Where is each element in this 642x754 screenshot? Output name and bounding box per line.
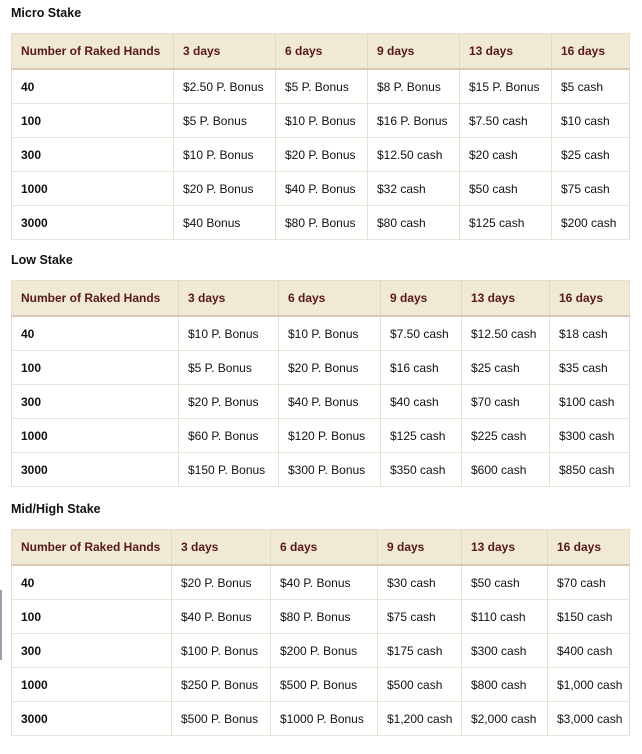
- table-cell: $600 cash: [462, 453, 550, 487]
- section-title-micro-stake: Micro Stake: [11, 6, 82, 20]
- table-row: [12, 702, 630, 736]
- table-cell: $50 cash: [460, 172, 552, 206]
- table-cell: $75 cash: [378, 600, 462, 634]
- table-cell: $40 cash: [381, 385, 462, 419]
- table-cell: $150 cash: [548, 600, 630, 634]
- mid-high-stake-table: [11, 529, 630, 736]
- table-cell: $300 cash: [550, 419, 630, 453]
- table-cell: 300: [12, 634, 172, 668]
- table-row: [12, 565, 630, 600]
- table-cell: $12.50 cash: [462, 316, 550, 351]
- table-cell: $100 cash: [550, 385, 630, 419]
- table-cell: $110 cash: [462, 600, 548, 634]
- table-cell: $16 P. Bonus: [368, 104, 460, 138]
- column-header: Number of Raked Hands: [12, 530, 172, 566]
- table-cell: $10 P. Bonus: [279, 316, 381, 351]
- table-cell: $5 P. Bonus: [174, 104, 276, 138]
- table-cell: $2.50 P. Bonus: [174, 69, 276, 104]
- table-cell: 40: [12, 316, 179, 351]
- column-header: 3 days: [174, 34, 276, 70]
- table-cell: $70 cash: [462, 385, 550, 419]
- table-row: [12, 453, 630, 487]
- table-row: [12, 138, 630, 172]
- table-cell: $20 P. Bonus: [172, 565, 271, 600]
- column-header: 13 days: [462, 281, 550, 317]
- table-row: [12, 351, 630, 385]
- table-cell: $20 P. Bonus: [179, 385, 279, 419]
- table-cell: $3,000 cash: [548, 702, 630, 736]
- table-cell: $120 P. Bonus: [279, 419, 381, 453]
- micro-stake-table: [11, 33, 630, 240]
- table-cell: $1,000 cash: [548, 668, 630, 702]
- table-cell: $350 cash: [381, 453, 462, 487]
- table-cell: 3000: [12, 702, 172, 736]
- table-cell: $40 P. Bonus: [279, 385, 381, 419]
- table-cell: 1000: [12, 668, 172, 702]
- table-cell: $1,200 cash: [378, 702, 462, 736]
- table-cell: 40: [12, 69, 174, 104]
- table-cell: $200 cash: [552, 206, 630, 240]
- table-cell: $125 cash: [460, 206, 552, 240]
- column-header: 9 days: [381, 281, 462, 317]
- table-cell: $7.50 cash: [381, 316, 462, 351]
- table-cell: $40 P. Bonus: [172, 600, 271, 634]
- table-cell: $80 P. Bonus: [271, 600, 378, 634]
- table-cell: $25 cash: [552, 138, 630, 172]
- table-cell: 3000: [12, 206, 174, 240]
- column-header: 6 days: [279, 281, 381, 317]
- table-header-row: [12, 34, 630, 70]
- table-cell: $20 P. Bonus: [174, 172, 276, 206]
- column-header: 6 days: [271, 530, 378, 566]
- table-cell: $25 cash: [462, 351, 550, 385]
- table-cell: $60 P. Bonus: [179, 419, 279, 453]
- table-cell: $40 P. Bonus: [271, 565, 378, 600]
- table-cell: $15 P. Bonus: [460, 69, 552, 104]
- table-row: [12, 419, 630, 453]
- section-title-mid-high-stake: Mid/High Stake: [11, 502, 101, 516]
- table-cell: $5 P. Bonus: [179, 351, 279, 385]
- column-header: 3 days: [172, 530, 271, 566]
- table-cell: $125 cash: [381, 419, 462, 453]
- table-cell: $850 cash: [550, 453, 630, 487]
- table-cell: $10 P. Bonus: [179, 316, 279, 351]
- table-row: [12, 600, 630, 634]
- table-header-row: [12, 281, 630, 317]
- table-cell: $1000 P. Bonus: [271, 702, 378, 736]
- table-row: [12, 385, 630, 419]
- table-cell: $80 cash: [368, 206, 460, 240]
- table-cell: 100: [12, 104, 174, 138]
- table-cell: $300 cash: [462, 634, 548, 668]
- table-cell: $10 P. Bonus: [276, 104, 368, 138]
- table-row: [12, 634, 630, 668]
- table-row: [12, 104, 630, 138]
- column-header: 16 days: [552, 34, 630, 70]
- table-cell: $500 P. Bonus: [271, 668, 378, 702]
- column-header: 6 days: [276, 34, 368, 70]
- table-cell: $200 P. Bonus: [271, 634, 378, 668]
- table-cell: $20 cash: [460, 138, 552, 172]
- low-stake-table: [11, 280, 630, 487]
- column-header: 13 days: [462, 530, 548, 566]
- table-cell: $70 cash: [548, 565, 630, 600]
- table-header-row: [12, 530, 630, 566]
- column-header: Number of Raked Hands: [12, 34, 174, 70]
- table-cell: $40 P. Bonus: [276, 172, 368, 206]
- table-cell: $250 P. Bonus: [172, 668, 271, 702]
- column-header: 3 days: [179, 281, 279, 317]
- section-title-low-stake: Low Stake: [11, 253, 73, 267]
- table-cell: $500 cash: [378, 668, 462, 702]
- table-cell: 300: [12, 385, 179, 419]
- table-cell: $30 cash: [378, 565, 462, 600]
- table-cell: $8 P. Bonus: [368, 69, 460, 104]
- column-header: 16 days: [548, 530, 630, 566]
- table-cell: $5 P. Bonus: [276, 69, 368, 104]
- table-cell: 1000: [12, 419, 179, 453]
- table-cell: $80 P. Bonus: [276, 206, 368, 240]
- table-cell: $300 P. Bonus: [279, 453, 381, 487]
- table-row: [12, 206, 630, 240]
- table-cell: $225 cash: [462, 419, 550, 453]
- table-cell: $175 cash: [378, 634, 462, 668]
- table-cell: $5 cash: [552, 69, 630, 104]
- table-cell: $32 cash: [368, 172, 460, 206]
- table-cell: $10 cash: [552, 104, 630, 138]
- column-header: 13 days: [460, 34, 552, 70]
- table-cell: $12.50 cash: [368, 138, 460, 172]
- table-cell: $75 cash: [552, 172, 630, 206]
- table-row: [12, 668, 630, 702]
- table-cell: 1000: [12, 172, 174, 206]
- table-cell: $400 cash: [548, 634, 630, 668]
- table-cell: $10 P. Bonus: [174, 138, 276, 172]
- table-cell: $18 cash: [550, 316, 630, 351]
- column-header: 9 days: [378, 530, 462, 566]
- table-cell: 40: [12, 565, 172, 600]
- table-cell: $35 cash: [550, 351, 630, 385]
- table-row: [12, 172, 630, 206]
- column-header: Number of Raked Hands: [12, 281, 179, 317]
- table-cell: 300: [12, 138, 174, 172]
- table-cell: 100: [12, 351, 179, 385]
- column-header: 16 days: [550, 281, 630, 317]
- table-cell: $100 P. Bonus: [172, 634, 271, 668]
- table-cell: 100: [12, 600, 172, 634]
- table-cell: $16 cash: [381, 351, 462, 385]
- table-cell: $2,000 cash: [462, 702, 548, 736]
- table-cell: $20 P. Bonus: [276, 138, 368, 172]
- table-cell: $150 P. Bonus: [179, 453, 279, 487]
- table-cell: $50 cash: [462, 565, 548, 600]
- table-cell: 3000: [12, 453, 179, 487]
- table-cell: $500 P. Bonus: [172, 702, 271, 736]
- table-cell: $20 P. Bonus: [279, 351, 381, 385]
- column-header: 9 days: [368, 34, 460, 70]
- page-edge-marker: [0, 590, 2, 660]
- table-cell: $800 cash: [462, 668, 548, 702]
- table-row: [12, 316, 630, 351]
- table-row: [12, 69, 630, 104]
- table-cell: $7.50 cash: [460, 104, 552, 138]
- table-cell: $40 Bonus: [174, 206, 276, 240]
